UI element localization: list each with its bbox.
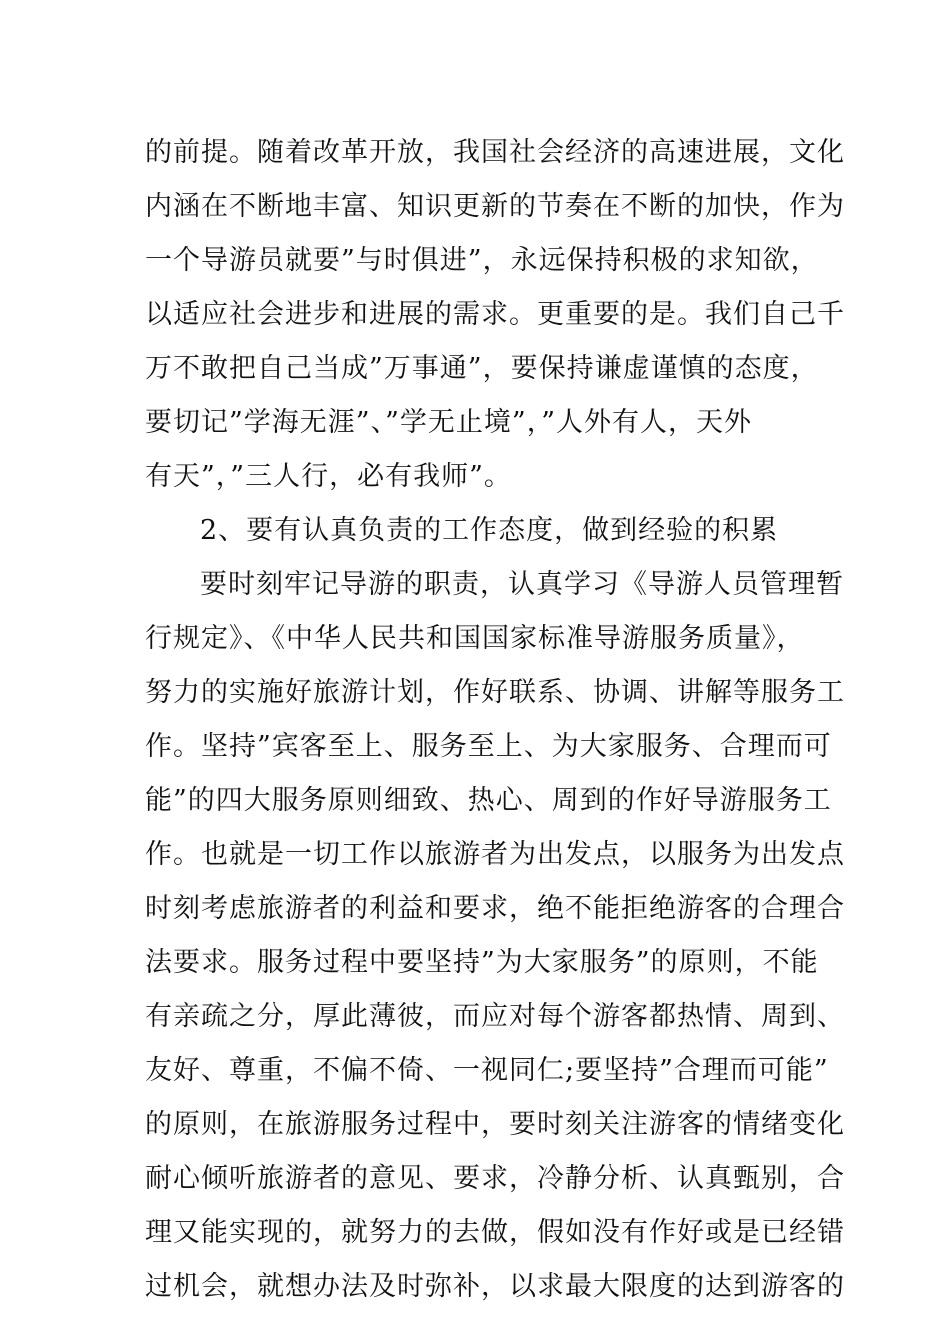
text-line: 以适应社会进步和进展的需求。更重要的是。我们自己千 xyxy=(145,299,845,330)
text-line: 有亲疏之分，厚此薄彼，而应对每个游客都热情、周到、 xyxy=(145,1001,845,1032)
text-line: 法要求。服务过程中要坚持”为大家服务”的原则，不能 xyxy=(145,947,819,978)
text-line: 过机会，就想办法及时弥补，以求最大限度的达到游客的 xyxy=(145,1271,845,1302)
text-line: 作。坚持”宾客至上、服务至上、为大家服务、合理而可 xyxy=(145,731,832,762)
body-text xyxy=(145,126,845,1314)
text-line: 万不敢把自己当成”万事通”，要保持谦虚谨慎的态度， xyxy=(145,353,819,384)
text-line: 努力的实施好旅游计划，作好联系、协调、讲解等服务工 xyxy=(145,677,845,708)
text-line: 行规定》、《中华人民共和国国家标准导游服务质量》， xyxy=(145,623,805,654)
text-line: 友好、尊重，不偏不倚、一视同仁;要坚持”合理而可能” xyxy=(145,1055,829,1086)
text-line: 能”的四大服务原则细致、热心、周到的作好导游服务工 xyxy=(145,785,832,816)
text-line: 耐心倾听旅游者的意见、要求，冷静分析、认真甄别，合 xyxy=(145,1163,845,1194)
text-line: 要时刻牢记导游的职责，认真学习《导游人员管理暂 xyxy=(200,569,844,600)
text-line: 有天”，”三人行，必有我师”。 xyxy=(145,461,512,492)
text-line: 一个导游员就要”与时俱进”，永远保持积极的求知欲， xyxy=(145,245,819,276)
text-line: 作。也就是一切工作以旅游者为出发点，以服务为出发点 xyxy=(145,839,845,870)
text-line: 理又能实现的，就努力的去做，假如没有作好或是已经错 xyxy=(145,1217,845,1248)
text-line: 内涵在不断地丰富、知识更新的节奏在不断的加快，作为 xyxy=(145,191,845,222)
text-line: 时刻考虑旅游者的利益和要求，绝不能拒绝游客的合理合 xyxy=(145,893,845,924)
section-heading: 2、要有认真负责的工作态度，做到经验的积累 xyxy=(200,515,779,546)
text-line: 的原则，在旅游服务过程中，要时刻关注游客的情绪变化 xyxy=(145,1109,845,1140)
text-line: 要切记”学海无涯”、”学无止境”，”人外有人，天外 xyxy=(145,407,753,438)
text-line: 的前提。随着改革开放，我国社会经济的高速进展，文化 xyxy=(145,137,845,168)
